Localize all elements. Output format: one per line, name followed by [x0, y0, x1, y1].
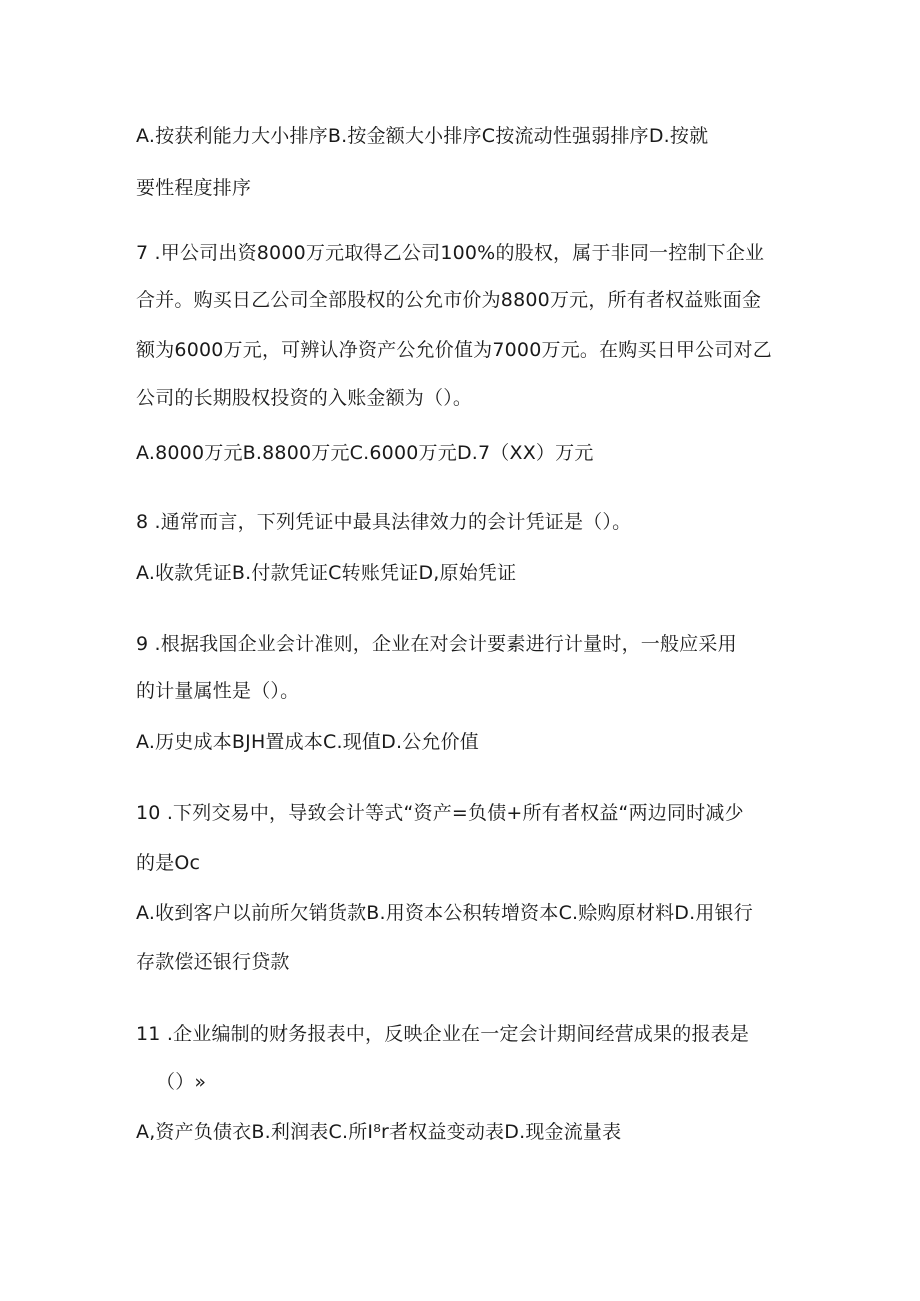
q7-stem-line-4: 公司的长期股权投资的入账金额为（）。 — [136, 387, 473, 409]
q6-options-line-1: A.按获利能力大小排序B.按金额大小排序C按流动性强弱排序D.按就 — [136, 125, 709, 147]
q11-stem-line-1: 11 .企业编制的财务报表中，反映企业在一定会计期间经营成果的报表是 — [136, 1023, 750, 1045]
q11-options: A,资产负债衣B.利润表C.所I⁸r者权益变动表D.现金流量表 — [136, 1121, 622, 1143]
q10-options-line-1: A.收到客户以前所欠销货款B.用资本公积转增资本C.赊购原材料D.用银行 — [136, 902, 753, 924]
q9-options: A.历史成本BJH置成本C.现值D.公允价值 — [136, 731, 480, 753]
q10-stem-line-2: 的是Oc — [136, 852, 201, 874]
q10-stem-line-1: 10 .下列交易中，导致会计等式“资产=负债+所有者权益“两边同时减少 — [136, 802, 744, 824]
q7-stem-line-3: 额为6000万元，可辨认净资产公允价值为7000万元。在购买日甲公司对乙 — [136, 339, 772, 361]
q7-stem-line-1: 7 .甲公司出资8000万元取得乙公司100%的股权，属于非同一控制下企业 — [136, 242, 765, 264]
q6-options-line-2: 要性程度排序 — [136, 177, 252, 199]
q8-options: A.收款凭证B.付款凭证C转账凭证D,原始凭证 — [136, 562, 517, 584]
q10-options-line-2: 存款偿还银行贷款 — [136, 951, 290, 973]
q7-options: A.8000万元B.8800万元C.6000万元D.7（XX）万元 — [136, 442, 594, 464]
q7-stem-line-2: 合并。购买日乙公司全部股权的公允市价为8800万元，所有者权益账面金 — [136, 289, 762, 311]
q11-stem-line-2: （）» — [156, 1071, 207, 1093]
q9-stem-line-1: 9 .根据我国企业会计准则，企业在对会计要素进行计量时，一般应采用 — [136, 633, 737, 655]
q8-stem: 8 .通常而言，下列凭证中最具法律效力的会计凭证是（）。 — [136, 511, 632, 533]
q9-stem-line-2: 的计量属性是（）。 — [136, 680, 300, 702]
